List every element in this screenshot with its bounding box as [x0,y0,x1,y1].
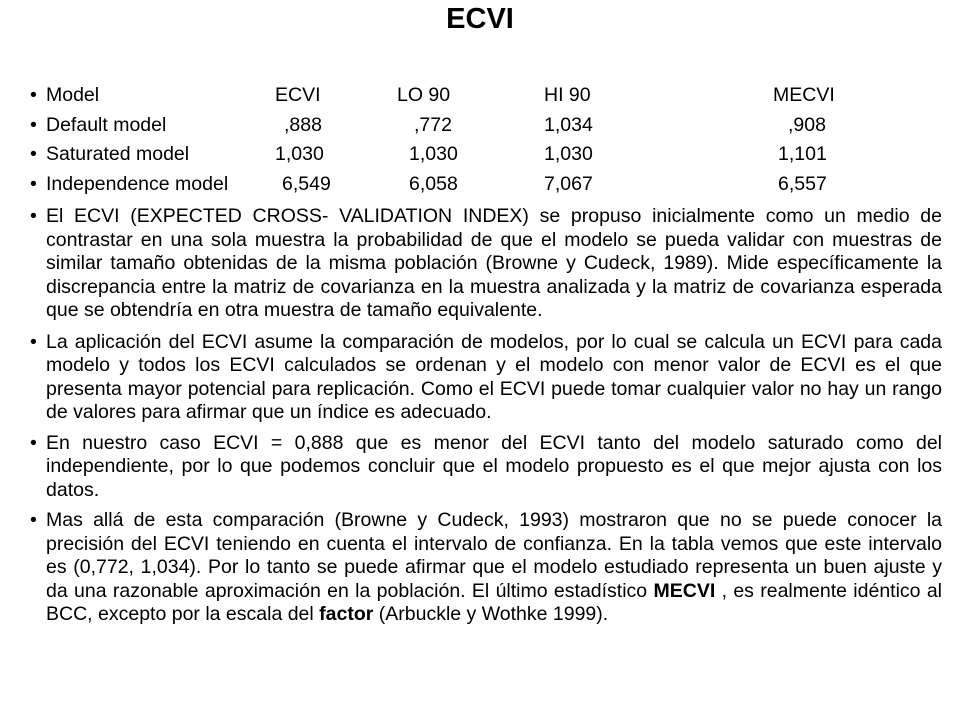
row-ecvi: 6,549 [282,172,331,195]
paragraph-text: , es realmente idéntico al BCC, excepto por la escala del [46,579,943,625]
row-ecvi: 1,030 [275,143,324,165]
mecvi-bold: MECVI [653,579,716,602]
row-model-name: • Independence model [46,172,229,195]
row-mecvi: 6,557 [778,172,827,195]
row-mecvi: 1,101 [778,143,827,165]
header-lo90: LO 90 [397,84,451,106]
table-row [30,173,950,203]
row-lo90: 6,058 [409,172,458,195]
bullet-list [30,84,950,627]
paragraph-ecvi-application: • La aplicación del ECVI asume la comparación de modelos, por lo cual se calcula un ECVI para cada modelo y todos los ECVI calculados se ordenan y el modelo con menor valor de ECVI es el que presenta mayor potencial para replicación. Como el ECVI puede tomar cualquier valor no hay un rango de valores para afirmar que un índice es adecuado. [30,331,950,425]
header-ecvi: ECVI [275,84,321,106]
header-model: • Model [46,84,100,106]
paragraph-confidence-interval [30,509,950,627]
factor-bold: factor [319,603,374,625]
row-model-name: • Saturated model [46,143,190,165]
table-header-row [30,84,950,114]
paragraph-text: (Arbuckle y Wothke 1999). [373,603,609,625]
row-ecvi: ,888 [284,113,322,136]
table-row [30,114,950,144]
row-mecvi: ,908 [788,113,826,136]
paragraph-ecvi-definition: • El ECVI (EXPECTED CROSS- VALIDATION INDEX) se propuso inicialmente como un medio de contrastar en una sola muestra la probabilidad de que el modelo se pueda validar con muestras de similar tamaño obtenidas de la misma población (Browne y Cudeck, 1989). Mide específicamente la discrepancia entre la matriz de covarianza en la muestra analizada y la matriz de covarianza esperada que se obtendría en otra muestra de tamaño equivalente. [30,205,950,323]
row-lo90: ,772 [414,113,452,136]
row-lo90: 1,030 [409,143,458,165]
row-model-name: • Default model [46,113,167,136]
table-row [30,143,950,173]
paragraph-our-case: • En nuestro caso ECVI = 0,888 que es menor del ECVI tanto del modelo saturado como del independiente, por lo que podemos concluir que el modelo propuesto es el que mejor ajusta con los datos. [30,432,950,503]
row-hi90: 1,034 [544,113,593,136]
row-hi90: 1,030 [544,143,593,165]
row-hi90: 7,067 [544,172,593,195]
paragraph-text: Mas allá de esta comparación (Browne y Cudeck, 1993) mostraron que no se puede conocer la precisión del ECVI teniendo en cuenta el intervalo de confianza. En la tabla vemos que este intervalo es (0,772, 1,034). Por lo tanto se puede afirmar que el modelo estudiado representa un buen ajuste y da una razonable aproximación en la población. El último estadístico [46,509,942,602]
header-hi90: HI 90 [544,84,591,106]
header-mecvi: MECVI [773,84,835,106]
slide-title: ECVI [446,3,514,35]
